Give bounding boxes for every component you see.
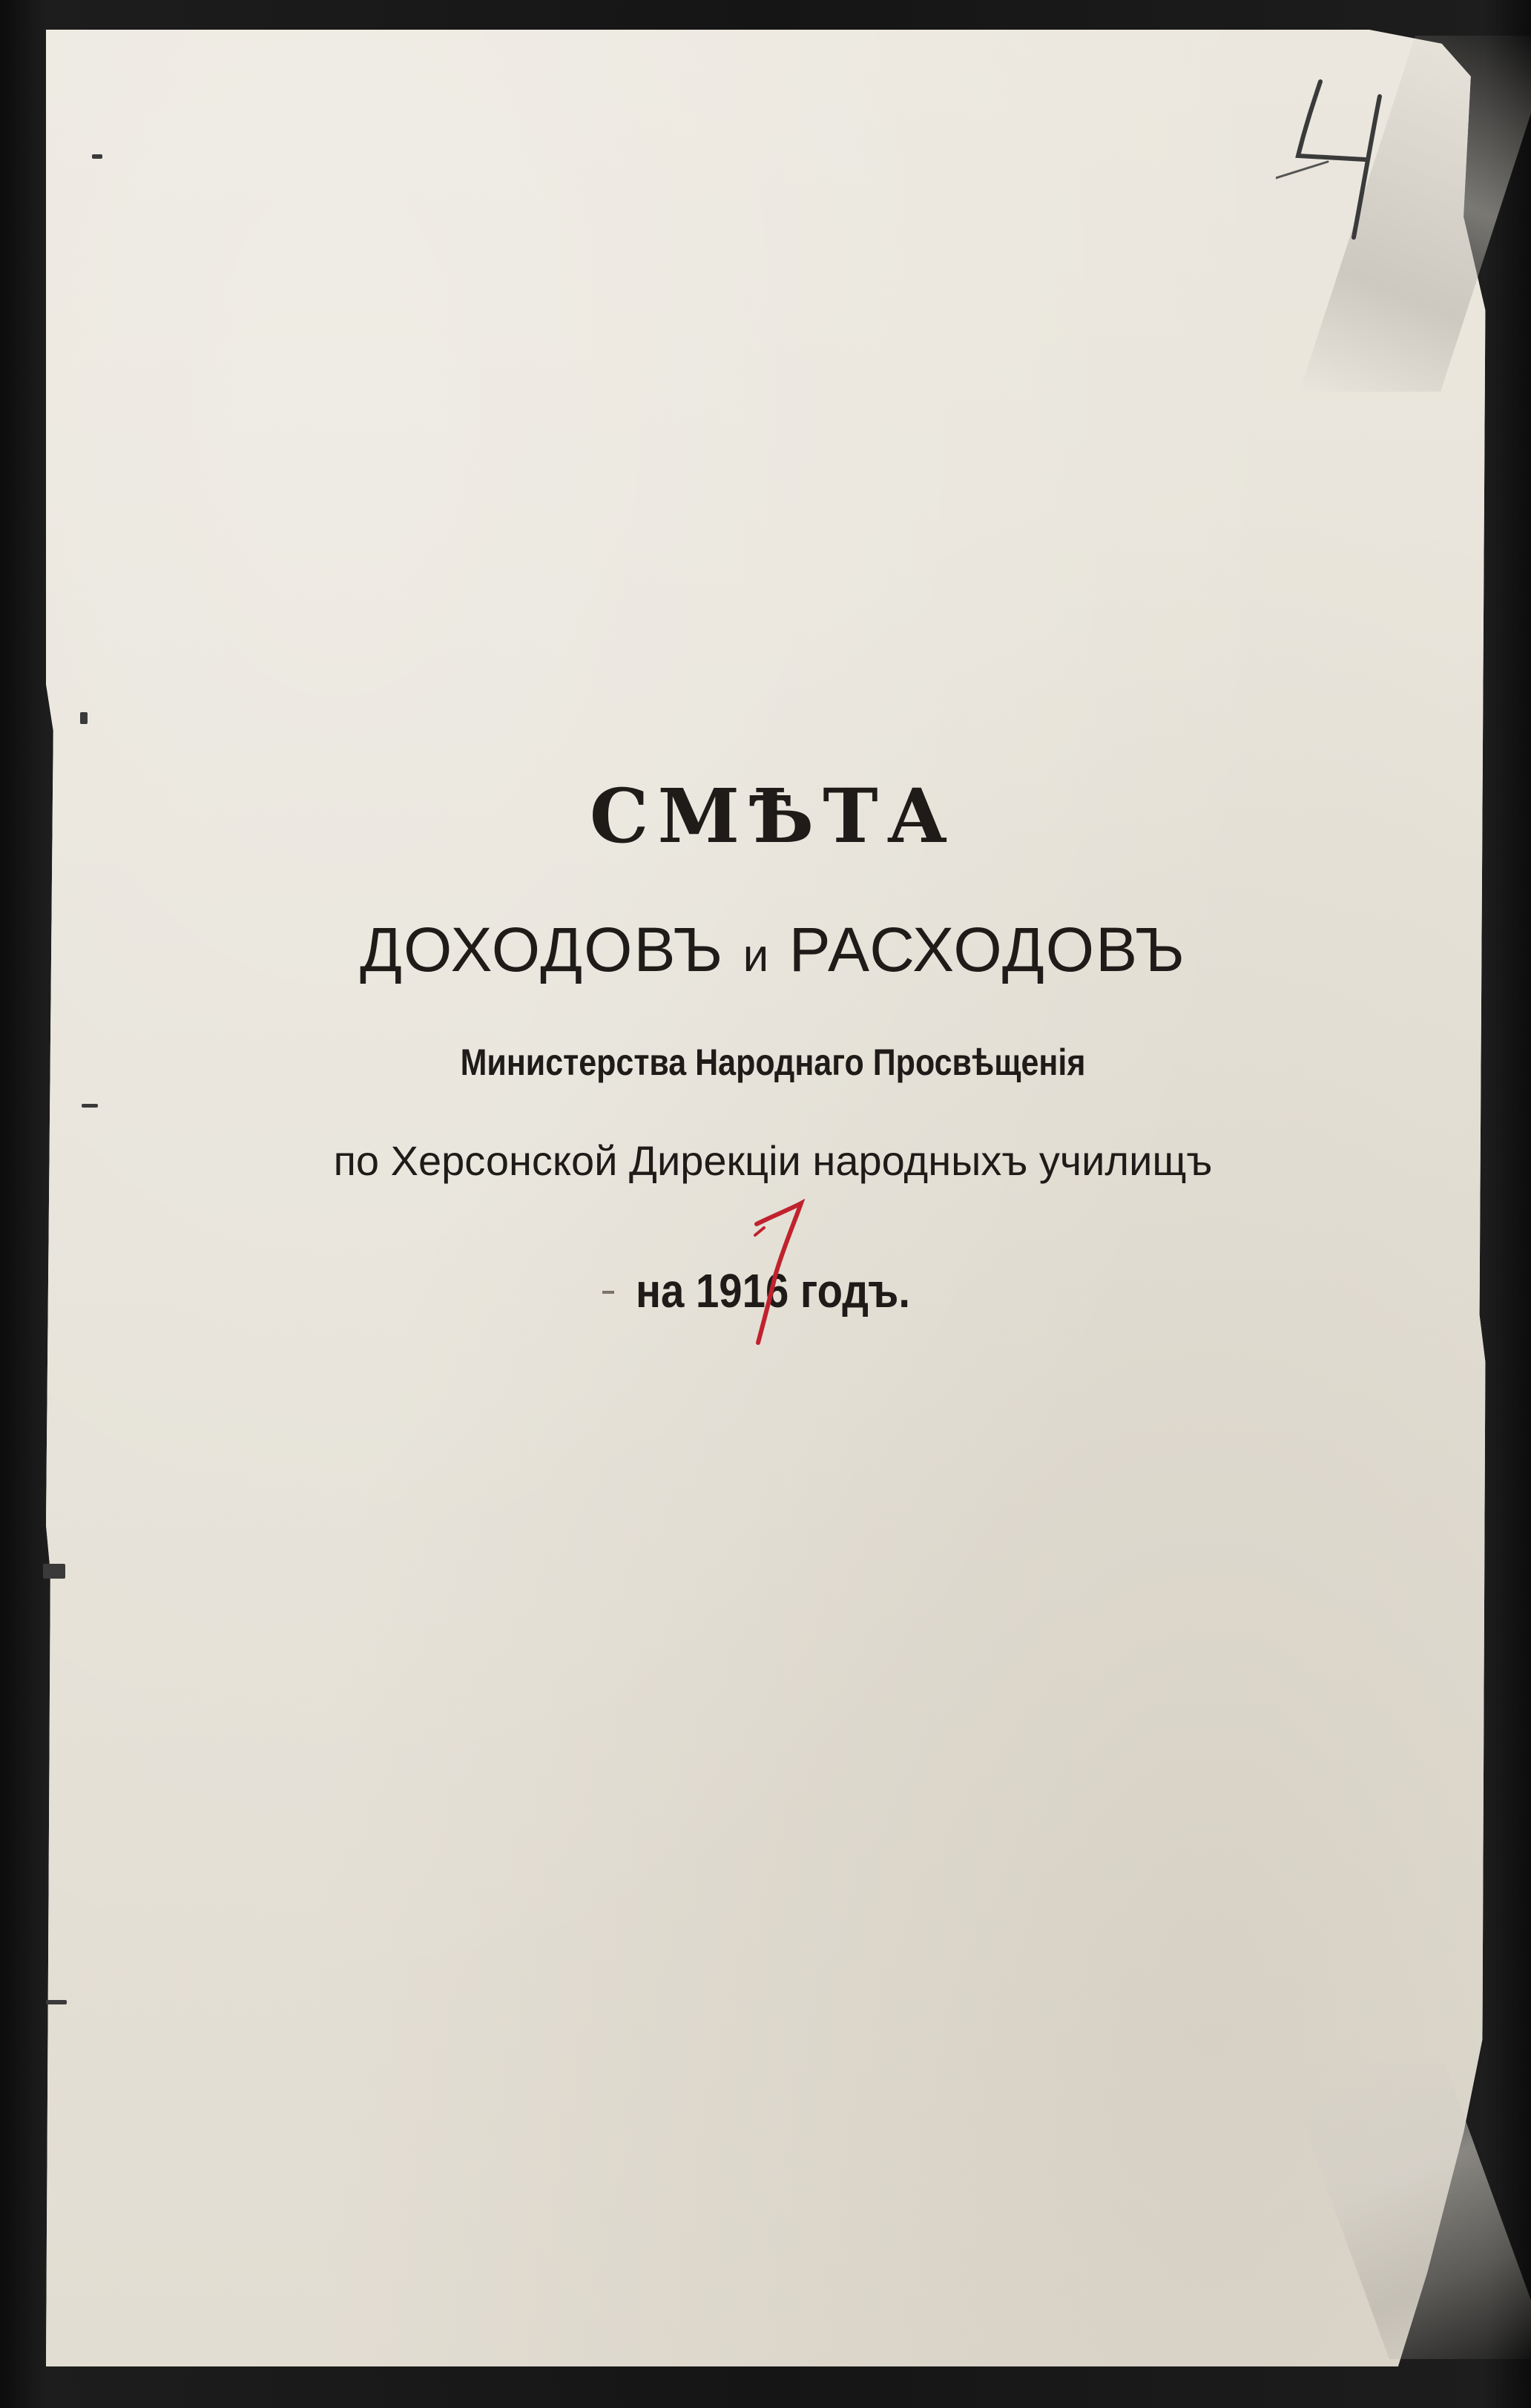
year-printed: 1916 [695, 1264, 789, 1318]
year-line [134, 1261, 1413, 1320]
subtitle-revenues: ДОХОДОВЪ [360, 915, 725, 984]
subtitle-expenses: РАСХОДОВЪ [788, 915, 1186, 984]
document-title: СМѢТА [589, 772, 957, 860]
ministry-line: Министерства Народнаго Просвѣщенія [460, 1042, 1086, 1083]
pencil-dash-mark [602, 1291, 614, 1294]
direction-line: по Херсонской Дирекціи народныхъ училищъ [333, 1137, 1213, 1184]
subtitle-conjunction: и [743, 930, 771, 981]
year-suffix: годъ. [800, 1264, 911, 1318]
document-content [46, 30, 1500, 2366]
year-prefix: на [635, 1264, 685, 1318]
document-subtitle [46, 912, 1500, 993]
